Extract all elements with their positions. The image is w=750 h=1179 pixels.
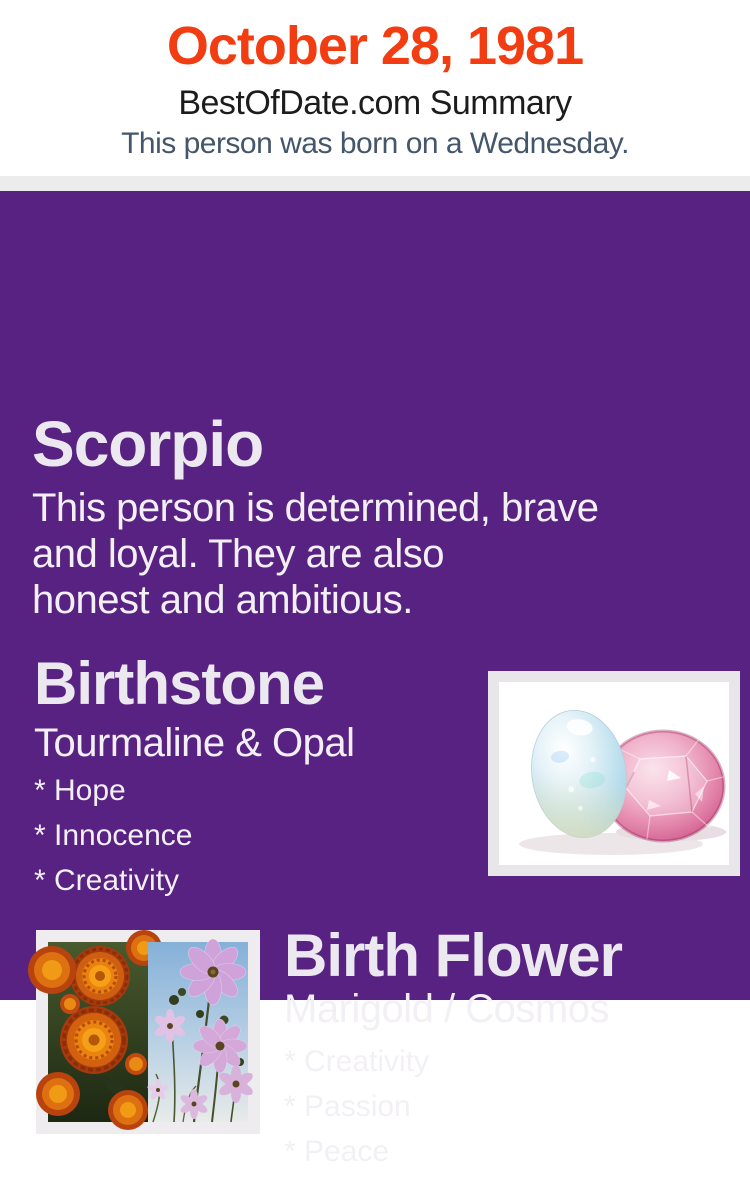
zodiac-description <box>32 485 722 623</box>
divider-strip <box>0 176 750 191</box>
main-purple-panel <box>0 191 750 1168</box>
weekday-line: This person was born on a Wednesday. <box>121 127 629 160</box>
zodiac-description-line: and loyal. They are also <box>32 532 444 576</box>
gemstones-illustration <box>499 682 729 865</box>
birthstone-names: Tourmaline & Opal <box>34 721 355 765</box>
birthstone-trait: * Hope <box>34 774 126 807</box>
zodiac-description-line: This person is determined, brave <box>32 486 599 530</box>
birth-flower-trait: * Peace <box>284 1135 390 1168</box>
birthstone-trait: * Creativity <box>34 864 180 897</box>
page-title-date: October 28, 1981 <box>166 16 584 76</box>
cosmos-half <box>147 939 255 1122</box>
birth-flower-trait: * Passion <box>284 1090 411 1123</box>
zodiac-sign-title: Scorpio <box>32 408 264 480</box>
birthstone-trait: * Innocence <box>34 819 193 852</box>
birth-flower-names: Marigold / Cosmos <box>284 987 609 1031</box>
birth-flower-image <box>36 930 260 1134</box>
birth-flower-trait-list <box>284 1044 429 1179</box>
birth-flower-trait: * Creativity <box>284 1045 430 1078</box>
birthstone-image <box>488 671 740 876</box>
site-summary-title: BestOfDate.com Summary <box>178 84 572 122</box>
header <box>0 0 750 176</box>
zodiac-description-line: honest and ambitious. <box>32 578 413 622</box>
marigold-half <box>28 930 162 1130</box>
birth-flower-heading: Birth Flower <box>284 922 623 989</box>
birthstone-trait-list <box>34 773 192 908</box>
flowers-illustration <box>48 942 248 1122</box>
birthstone-heading: Birthstone <box>34 650 324 717</box>
